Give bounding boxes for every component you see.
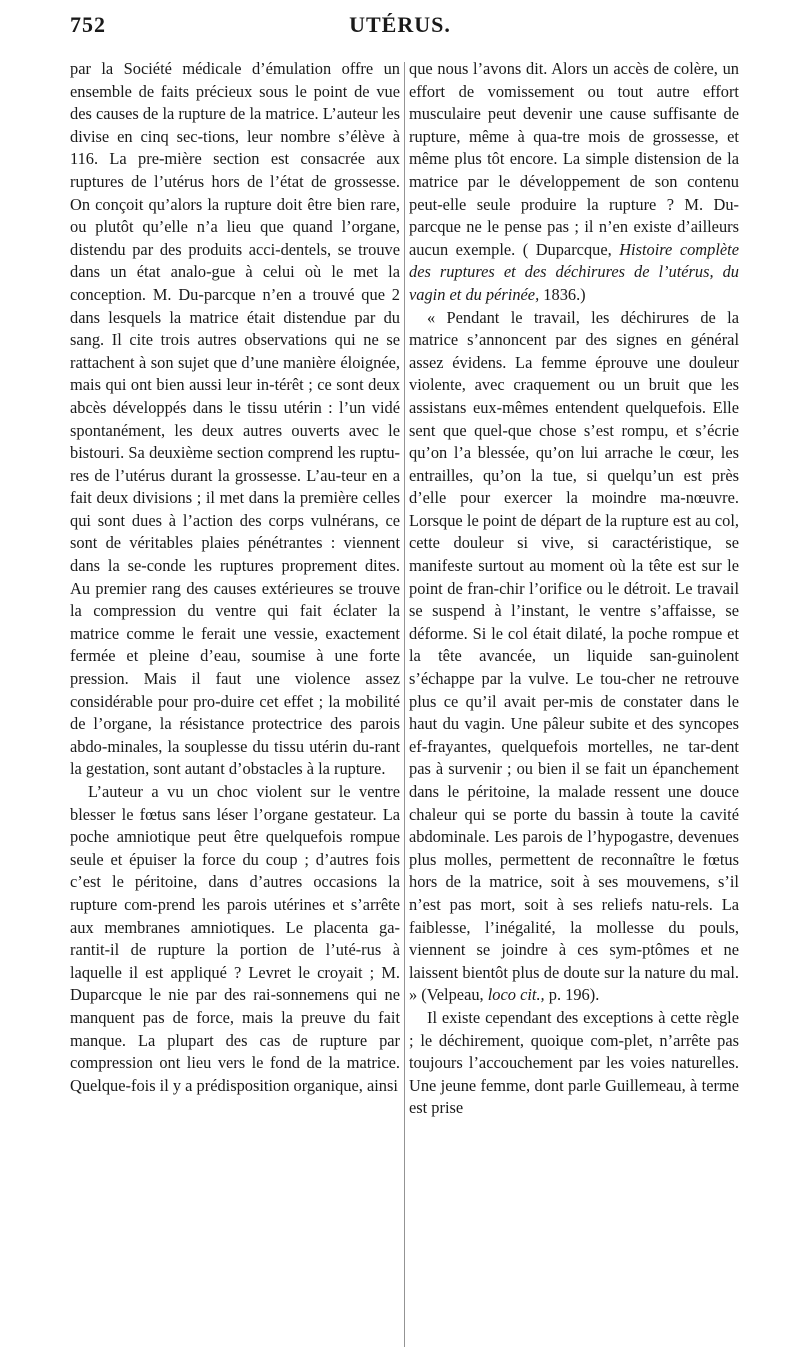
page-number: 752 <box>70 12 106 37</box>
left-column <box>70 58 400 1097</box>
citation-year: 1836.) <box>543 284 586 304</box>
quote-text: « Pendant le travail, les déchirures de la matrice s’annoncent par des signes en général assez évidens. La femme éprouve une douleur violente, avec craquement ou un bruit que les assistans eux-mêmes entendent quelquefois. Elle sent que quel-que chose s’est rompu, et s’écrie qu’on l’a blessée, qu’on lui arrache le cœur, les entrailles, qu’on la tue, si quelqu’un est près d’elle pour exercer la moindre ma-nœuvre. Lorsque le point de départ de la rupture est au col, cette douleur si vive, si caractéristique, se manifeste surtout au moment où la tête est sur le point de fran-chir l’orifice ou le détroit. Le travail se suspend à l’instant, le ventre s’affaisse, se déforme. Si le col était dilaté, la poche rompue et la tête avancée, un liquide san-guinolent s’échappe par la vulve. Le tou-cher ne retrouve plus ce qu’il avait per-mis de constater dans le haut du vagin. Une pâleur subite et des syncopes ef-frayantes, quelquefois mortelles, ne tar-dent pas à survenir ; ou bien il se fait un épanchement dans le péritoine, la malade ressent une douce chaleur qui se porte du bassin à toute la cavité abdominale. Les parois de l’hypogastre, devenues plus molles, permettent de reconnaître le fœtus hors de la matrice, soit à ses mouvemens, s’il n’est pas mort, soit à ses reliefs natu-rels. La faiblesse, l’inégalité, la mollesse du pouls, viennent se joindre à ces sym-ptômes et ne laissent bientôt plus de doute sur la nature du mal. » (Velpeau, <box>409 307 739 1005</box>
quote-page: p. 196). <box>548 985 600 1005</box>
right-paragraph-2 <box>409 307 739 1007</box>
column-divider <box>404 62 405 1347</box>
right-paragraph-1-text: que nous l’avons dit. Alors un accès de colère, un effort de vomissement ou tout autre effort musculaire peut devenir une cause suffisante de rupture, même à qua-tre mois de grossesse, et même plus tôt encore. La simple distension de la matrice par le développement de son contenu peut-elle seule produire la rupture ? M. Du-parcque ne le pense pas ; il n’en existe d’ailleurs aucun exemple. ( Duparcque, <box>409 59 739 259</box>
quote-citation: loco cit., <box>487 985 545 1005</box>
right-column <box>409 58 739 1120</box>
left-paragraph-2: L’auteur a vu un choc violent sur le ventre blesser le fœtus sans léser l’organe gestateur. La poche amniotique peut être quelquefois rompue seule et épuiser la force du coup ; d’autres fois c’est le péritoine, dans d’autres occasions la rupture com-prend les parois utérines et s’arrête aux membranes amniotiques. Le placenta ga-rantit-il de rupture la portion de l’uté-rus à laquelle il est appliqué ? Levret le croyait ; M. Duparcque le nie par des rai-sonnemens qui ne manquent pas de force, mais la preuve du fait manque. La plupart des cas de rupture par compression ont lieu vers le fond de la matrice. Quelque-fois il y a prédisposition organique, ainsi <box>70 782 400 1095</box>
right-paragraph-1 <box>409 58 739 307</box>
page-header <box>70 12 730 40</box>
right-paragraph-3: Il existe cependant des exceptions à cette règle ; le déchirement, quoique com-plet, n’arrête pas toujours l’accouchement par les voies naturelles. Une jeune femme, dont parle Guillemeau, à terme est prise <box>409 1007 739 1118</box>
citation-title: Histoire complète des ruptures et des déchirures de l’utérus, du vagin et du périnée, <box>409 239 739 304</box>
running-title: UTÉRUS. <box>349 12 451 37</box>
left-paragraph-1: par la Société médicale d’émulation offre un ensemble de faits précieux sous le point de vue des causes de la rupture de la matrice. L’auteur les divise en cinq sec-tions, leur nombre s’élève à 116. La pre-mière section est consacrée aux ruptures de l’utérus hors de l’état de grossesse. On conçoit qu’alors la rupture doit être bien rare, ou plutôt qu’elle n’a lieu que quand l’organe, distendu par des produits acci-dentels, se trouve dans un état analo-gue à celui où le met la conception. M. Du-parcque n’en a trouvé que 2 dans lesquels la matrice était distendue par du sang. Il cite trois autres observations qui ne se rattachent à son sujet que d’une manière éloignée, mais qui ont bien aussi leur in-térêt ; ce sont deux abcès développés dans le tissu utérin : l’un vidé spontanément, les deux autres ouverts avec le bistouri. Sa deuxième section comprend les ruptu-res de l’utérus durant la grossesse. L’au-teur en a fait deux divisions ; il met dans la première celles qui sont dues à l’action des corps vulnérans, ce sont de véritables plaies pénétrantes : viennent dans la se-conde les ruptures proprement dites. Au premier rang des causes extérieures se trouve la compression du ventre qui fait éclater la matrice comme le ferait une vessie, exactement fermée et pleine d’eau, soumise à une forte pression. Mais il faut une violence assez considérable pour pro-duire cet effet ; la mobilité de l’organe, la résistance protectrice des parois abdo-minales, la souplesse du tissu utérin du-rant la gestation, sont autant d’obstacles à la rupture. <box>70 59 400 779</box>
